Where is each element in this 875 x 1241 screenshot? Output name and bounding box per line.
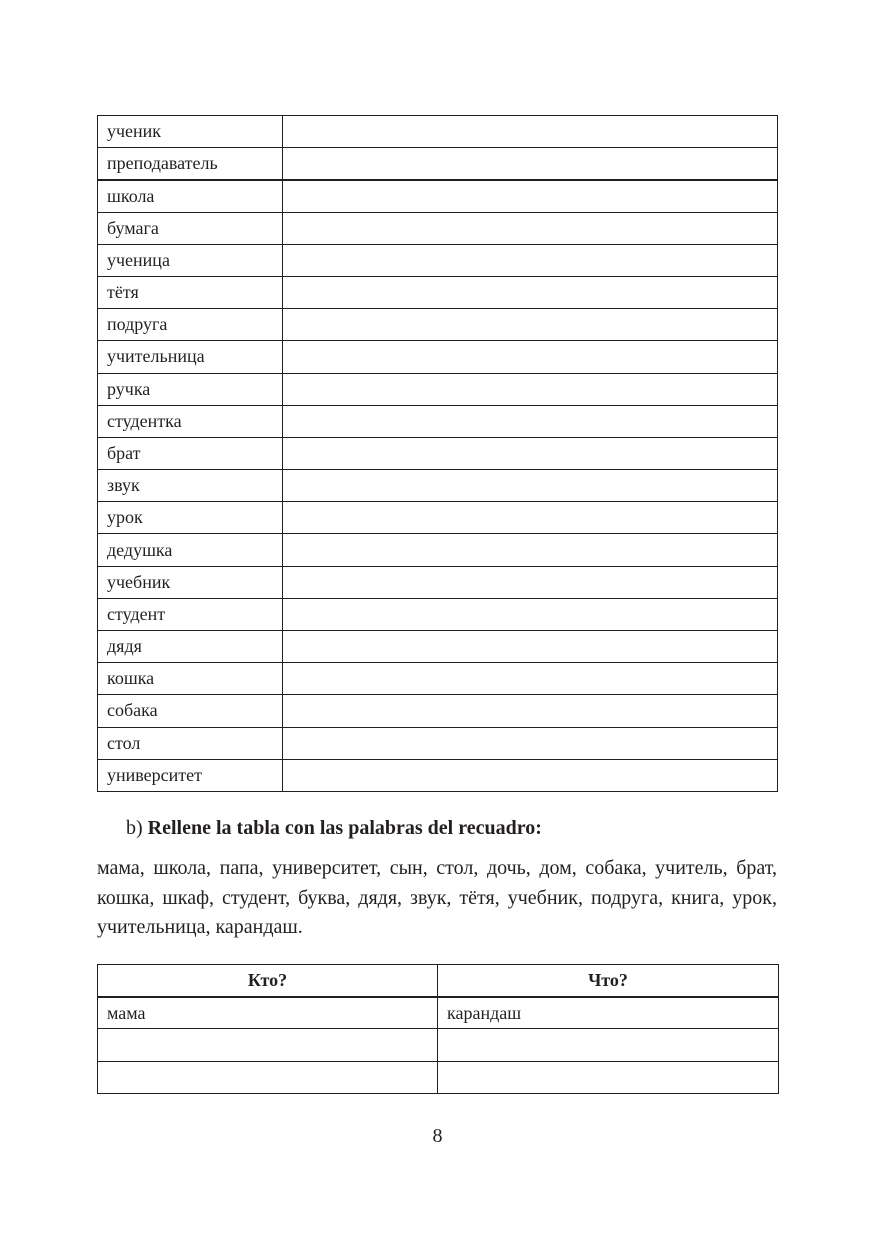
- table-row: [98, 759, 778, 791]
- word-cell: тётя: [98, 276, 283, 308]
- table-row: [98, 470, 778, 502]
- answer-cell[interactable]: [283, 212, 778, 244]
- word-cell: брат: [98, 437, 283, 469]
- table-row: [98, 405, 778, 437]
- answer-cell[interactable]: [283, 566, 778, 598]
- table-row: [98, 116, 778, 148]
- table-row: [98, 663, 778, 695]
- word-box-list: мама, школа, папа, университет, сын, стол, дочь, дом, собака, учитель, брат, кошка, шкаф, студент, буква, дядя, звук, тётя, учебник, подруга, книга, урок, учительница, карандаш.: [97, 857, 777, 938]
- word-cell: дедушка: [98, 534, 283, 566]
- chto-cell[interactable]: [438, 1029, 779, 1061]
- word-cell: университет: [98, 759, 283, 791]
- word-cell: бумага: [98, 212, 283, 244]
- answer-cell[interactable]: [283, 727, 778, 759]
- table-row: [98, 276, 778, 308]
- table-row: [98, 1029, 779, 1061]
- answer-cell[interactable]: [283, 534, 778, 566]
- table-row: [98, 373, 778, 405]
- word-cell: дядя: [98, 631, 283, 663]
- table-row: [98, 180, 778, 212]
- kto-cell[interactable]: [98, 1061, 438, 1093]
- table-row: [98, 309, 778, 341]
- table-row: [98, 502, 778, 534]
- chto-cell[interactable]: карандаш: [438, 997, 779, 1029]
- kto-chto-table: [97, 964, 779, 1094]
- word-cell: кошка: [98, 663, 283, 695]
- exercise-instruction: Rellene la tabla con las palabras del recuadro:: [147, 817, 542, 839]
- header-kto: Кто?: [98, 965, 438, 997]
- table-row: [98, 1061, 779, 1093]
- word-cell: собака: [98, 695, 283, 727]
- answer-cell[interactable]: [283, 276, 778, 308]
- page-number: 8: [432, 1125, 443, 1147]
- exercise-marker: b): [126, 817, 143, 839]
- table-row: [98, 437, 778, 469]
- word-cell: звук: [98, 470, 283, 502]
- word-cell: школа: [98, 180, 283, 212]
- answer-cell[interactable]: [283, 470, 778, 502]
- answer-cell[interactable]: [283, 244, 778, 276]
- answer-cell[interactable]: [283, 341, 778, 373]
- table-row: [98, 244, 778, 276]
- vocabulary-table: [97, 115, 778, 792]
- table-row: [98, 534, 778, 566]
- table-header-row: [98, 965, 779, 997]
- word-cell: студентка: [98, 405, 283, 437]
- word-cell: учебник: [98, 566, 283, 598]
- exercise-b-title: [126, 817, 542, 840]
- table-row: [98, 212, 778, 244]
- answer-cell[interactable]: [283, 663, 778, 695]
- answer-cell[interactable]: [283, 180, 778, 212]
- word-cell: стол: [98, 727, 283, 759]
- word-cell: ученица: [98, 244, 283, 276]
- answer-cell[interactable]: [283, 502, 778, 534]
- answer-cell[interactable]: [283, 437, 778, 469]
- chto-cell[interactable]: [438, 1061, 779, 1093]
- word-cell: подруга: [98, 309, 283, 341]
- header-chto: Что?: [438, 965, 779, 997]
- answer-cell[interactable]: [283, 116, 778, 148]
- kto-cell[interactable]: мама: [98, 997, 438, 1029]
- table-row: [98, 148, 778, 180]
- answer-cell[interactable]: [283, 148, 778, 180]
- table-row: [98, 727, 778, 759]
- word-cell: студент: [98, 598, 283, 630]
- table-row: [98, 695, 778, 727]
- answer-cell[interactable]: [283, 598, 778, 630]
- word-cell: ручка: [98, 373, 283, 405]
- table-row: [98, 598, 778, 630]
- answer-cell[interactable]: [283, 759, 778, 791]
- table-row: [98, 631, 778, 663]
- word-cell: преподаватель: [98, 148, 283, 180]
- answer-cell[interactable]: [283, 695, 778, 727]
- kto-cell[interactable]: [98, 1029, 438, 1061]
- word-cell: ученик: [98, 116, 283, 148]
- answer-cell[interactable]: [283, 631, 778, 663]
- answer-cell[interactable]: [283, 309, 778, 341]
- table-row: [98, 997, 779, 1029]
- word-cell: урок: [98, 502, 283, 534]
- answer-cell[interactable]: [283, 405, 778, 437]
- table-row: [98, 341, 778, 373]
- word-cell: учительница: [98, 341, 283, 373]
- table-row: [98, 566, 778, 598]
- answer-cell[interactable]: [283, 373, 778, 405]
